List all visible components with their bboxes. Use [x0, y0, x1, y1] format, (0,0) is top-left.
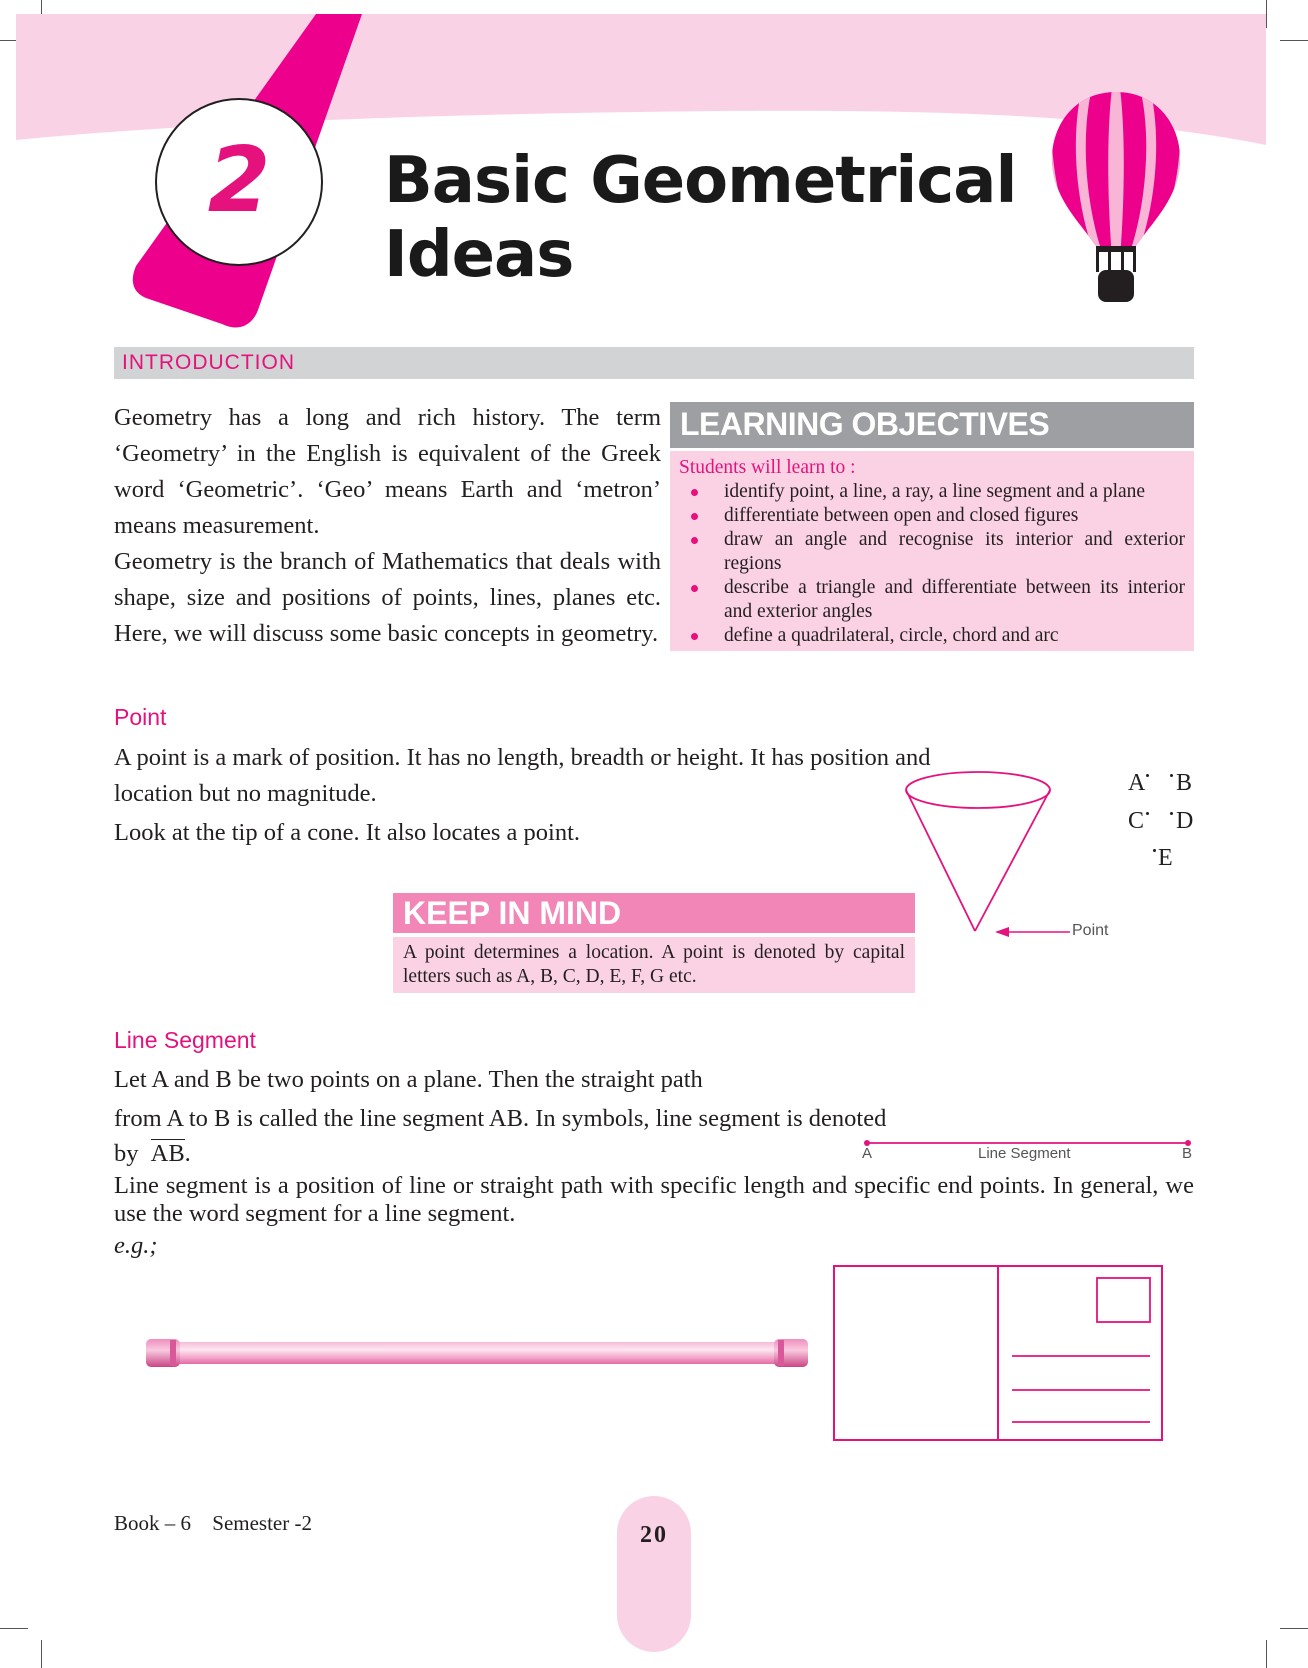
- keep-in-mind-text: A point determines a location. A point is denoted by capital letters such as A, B, C, D, E, F, G etc.: [393, 937, 915, 993]
- point-label-e: E: [1158, 845, 1173, 871]
- segment-end-a: A: [862, 1145, 873, 1162]
- point-label-b: B: [1176, 770, 1193, 796]
- by-text: by: [114, 1140, 139, 1167]
- eg-text: e.g.;: [114, 1232, 158, 1259]
- page-number-tab: [617, 1496, 691, 1652]
- point-dot: [1170, 812, 1173, 815]
- list-item: differentiate between open and closed figures: [679, 504, 1185, 528]
- introduction-heading: INTRODUCTION: [122, 351, 295, 374]
- chapter-title: [384, 144, 1016, 292]
- cone-icon: [905, 770, 1075, 940]
- point-para-1: A point is a mark of position. It has no length, breadth or height. It has position and location but no magnitude.: [114, 744, 931, 807]
- point-dot: [1153, 849, 1156, 852]
- keep-in-mind-heading: KEEP IN MIND: [393, 893, 915, 933]
- segment-end-b: B: [1182, 1145, 1193, 1162]
- footer-book: [114, 1508, 312, 1538]
- chapter-title-line2: Ideas: [384, 218, 574, 292]
- segment-label: Line Segment: [978, 1145, 1071, 1162]
- crop-mark: [1280, 1628, 1308, 1629]
- cone-point-label: Point: [1072, 922, 1109, 939]
- learning-objectives-heading: LEARNING OBJECTIVES: [670, 402, 1194, 448]
- point-dot: [1170, 774, 1173, 777]
- line-segment-heading: Line Segment: [114, 1027, 256, 1053]
- line-segment-para: Line segment is a position of line or straight path with specific length and specific end points. In general, we use the word segment for a line segment.: [114, 1172, 1194, 1227]
- line-segment-line-1: Let A and B be two points on a plane. Then the straight path: [114, 1066, 703, 1093]
- list-item: draw an angle and recognise its interior and exterior regions: [679, 528, 1185, 576]
- crop-mark: [0, 1628, 28, 1629]
- point-para-2: Look at the tip of a cone. It also locates a point.: [114, 819, 581, 846]
- learning-objectives-box: [670, 402, 1194, 651]
- crop-mark: [1266, 1640, 1267, 1668]
- list-item: describe a triangle and differentiate between its interior and exterior angles: [679, 576, 1185, 624]
- learning-objectives-body: [670, 451, 1194, 651]
- hot-air-balloon-icon: [1046, 88, 1186, 306]
- chapter-title-line1: Basic Geometrical: [384, 144, 1017, 218]
- period: .: [184, 1140, 191, 1167]
- learning-objectives-intro: Students will learn to :: [679, 457, 856, 478]
- list-item: identify point, a line, a ray, a line segment and a plane: [679, 480, 1185, 504]
- list-item: define a quadrilateral, circle, chord and arc: [679, 624, 1185, 648]
- introduction-para-1: Geometry has a long and rich history. The term ‘Geometry’ in the English is equivalent of the Greek word ‘Geometric’. ‘Geo’ means Earth and ‘metron’ means measurement.: [114, 404, 661, 539]
- chapter-number: 2: [207, 128, 271, 233]
- line-segment-line-2: from A to B is called the line segment AB. In symbols, line segment is denoted: [114, 1105, 887, 1132]
- footer-semester-text: Semester -2: [212, 1511, 312, 1535]
- point-label-a: A: [1128, 770, 1146, 796]
- ab-symbol: AB: [150, 1140, 185, 1167]
- page-number: 20: [640, 1522, 668, 1548]
- postcard-icon: [832, 1264, 1166, 1442]
- line-segment-symbol-line: [114, 1136, 191, 1172]
- point-dot: [1146, 774, 1149, 777]
- point-dot: [1146, 812, 1149, 815]
- crop-mark: [41, 1640, 42, 1668]
- point-heading: Point: [114, 704, 167, 730]
- keep-in-mind-box: [393, 893, 915, 993]
- footer-book-text: Book – 6: [114, 1511, 192, 1535]
- learning-objectives-list: [679, 480, 1185, 648]
- point-label-c: C: [1128, 808, 1145, 834]
- introduction-para-2: Geometry is the branch of Mathematics that deals with shape, size and positions of points, lines, planes etc. Here, we will discuss some basic concepts in geometry.: [114, 548, 661, 647]
- tube-icon: [144, 1334, 810, 1374]
- point-label-d: D: [1176, 808, 1194, 834]
